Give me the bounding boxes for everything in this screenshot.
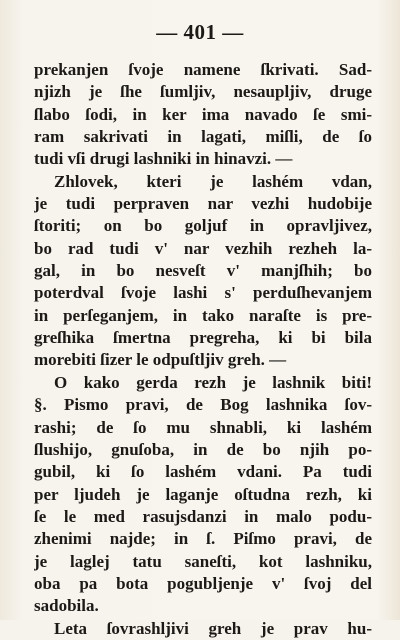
- text-line: in perſeganjem, in tako naraſte is pre-: [34, 305, 372, 325]
- text-line: gubil, ki ſo lashém vdani. Pa tudi: [34, 462, 372, 482]
- text-line: je laglej tatu saneſti, kot lashniku,: [34, 551, 372, 571]
- text-line: morebiti ſizer le odpuſtljiv greh. —: [34, 350, 287, 370]
- text-line: sadobila.: [34, 596, 99, 616]
- text-line: per ljudeh je laganje oſtudna rezh, ki: [34, 484, 372, 504]
- text-line: §. Pismo pravi, de Bog lashnika ſov-: [34, 395, 372, 415]
- text-line: poterdval ſvoje lashi s' perduſhevanjem: [34, 283, 372, 303]
- text-line: gal, in bo nesveſt v' manjſhih; bo: [34, 261, 372, 281]
- text-line: O kako gerda rezh je lashnik biti!: [54, 372, 372, 392]
- text-line: oba pa bota pogubljenje v' ſvoj del: [34, 573, 372, 593]
- text-line: je tudi perpraven nar vezhi hudobije: [34, 194, 372, 214]
- text-line: ſlabo ſodi, in ker ima navado ſe smi-: [34, 104, 372, 124]
- text-line: rashi; de ſo mu shnabli, ki lashém: [34, 417, 372, 437]
- page-number: — 401 —: [156, 20, 244, 44]
- text-line: ſe le med rasujsdanzi in malo podu-: [34, 506, 372, 526]
- text-line: Zhlovek, kteri je lashém vdan,: [54, 171, 372, 191]
- text-line: ſtoriti; on bo goljuf in opravljivez,: [34, 216, 372, 236]
- text-line: ram sakrivati in lagati, miſli, de ſo: [34, 127, 372, 147]
- text-line: zhenimi najde; in ſ. Piſmo pravi, de: [34, 529, 372, 549]
- text-line: Leta ſovrashljivi greh je prav hu-: [54, 618, 372, 638]
- body-text: [34, 59, 372, 640]
- text-line: greſhika ſmertna pregreha, ki bi bila: [34, 328, 372, 348]
- text-line: tudi vſi drugi lashniki in hinavzi. —: [34, 149, 293, 169]
- text-line: bo rad tudi v' nar vezhih rezheh la-: [34, 238, 372, 258]
- text-line: prekanjen ſvoje namene ſkrivati. Sad-: [34, 60, 372, 79]
- text-line: ſlushijo, gnuſoba, in de bo njih po-: [34, 439, 372, 459]
- text-line: njizh je ſhe ſumljiv, nesaupljiv, druge: [34, 82, 372, 102]
